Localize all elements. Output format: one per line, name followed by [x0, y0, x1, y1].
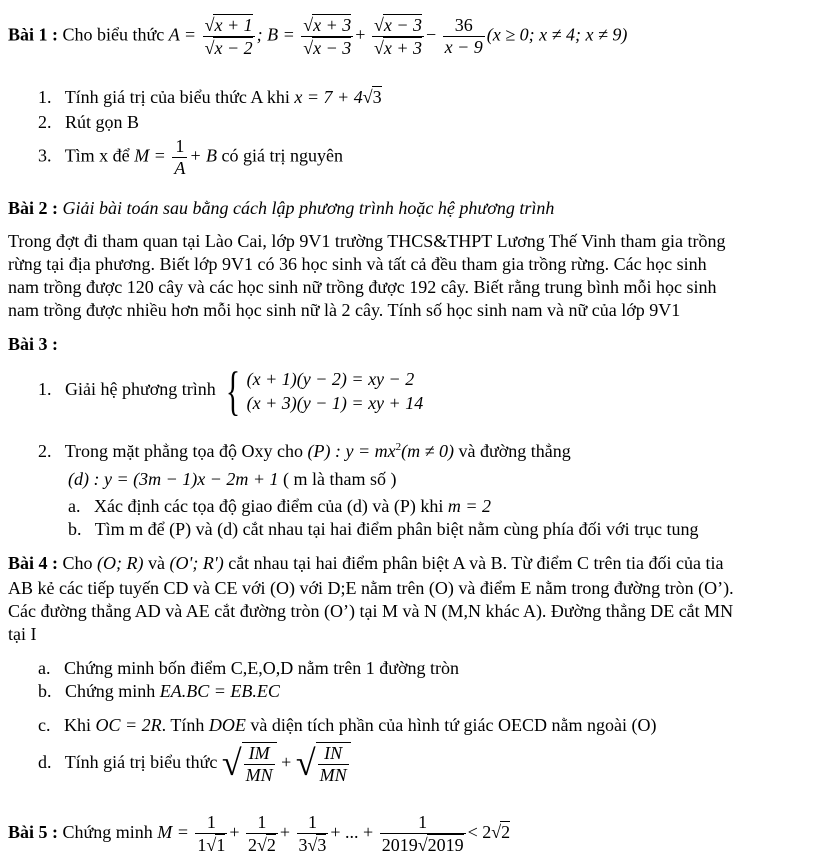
bai1-q1-radicand: 3 [372, 87, 382, 107]
bai3-q2-line2 [68, 469, 397, 491]
bai4-qd-label: d. [38, 751, 52, 772]
circle-O-prime: (O'; R') [169, 553, 224, 573]
bai4-qc-label: c. [38, 715, 51, 735]
bai5-M: M = [157, 821, 189, 842]
A-numerator: x + 1 [214, 15, 253, 35]
A-denominator: x − 2 [214, 37, 253, 58]
bai1-header: Bài 1 : Cho biểu thức A = $\frac{√x + 1}{√x - 2}$ ; B = $\frac{√x + 3}{√x - 3}$ + $\frac{√x - 3}{√x + 3}$ − $\frac{36}{x - 9}$ (x ≥ 0; x ≠ 4; x ≠ 9) [8, 15, 628, 58]
bai4-qc-text: Khi [64, 715, 91, 735]
term-3-rad: 3 [317, 834, 327, 855]
bai3-label: Bài 3 : [8, 334, 59, 354]
B3-denominator: x − 9 [444, 36, 483, 57]
bai1-q2-text: Rút gọn B [65, 112, 140, 132]
bai4-line-2: AB kẻ các tiếp tuyến CD và CE với (O) với D;E nằm trên (O) và điểm E nằm trong đường tròn (O’). [8, 578, 734, 598]
bai4-qb-text: Chứng minh [65, 681, 156, 701]
bai3-q2-end: và đường thẳng [458, 441, 571, 461]
bai3-q1-number: 1. [38, 379, 52, 400]
bai1-condition: (x ≥ 0; x ≠ 4; x ≠ 9) [486, 24, 628, 45]
bai1-q1-math: x = 7 + 4 [294, 87, 363, 107]
IN: IN [318, 743, 349, 765]
B1-denominator: x − 3 [313, 37, 352, 58]
bai4-qc-angle: DOE [208, 715, 246, 735]
bai1-B-fraction-3 [443, 15, 485, 57]
bai4-l1-b: và [148, 553, 166, 573]
bai1-q1-text: Tính giá trị của biểu thức A khi [64, 87, 290, 107]
q3-denominator: A [174, 157, 186, 178]
bai4-qa [38, 658, 459, 680]
bai2-title: Giải bài toán sau bằng cách lập phương trình hoặc hệ phương trình [62, 198, 555, 218]
bai1-B-fraction-1: $\frac{√x + 3}{√x - 3}$ [303, 15, 352, 58]
radicand-2 [316, 742, 351, 785]
bai4-qd-plus: + [281, 751, 292, 772]
term-n-rad: 2019 [427, 834, 464, 855]
radicand-1 [242, 742, 277, 785]
term-n: $\frac{1}{2019√2019}$ [381, 812, 464, 855]
bai1-q3-number: 3. [38, 145, 52, 166]
bai4-qb [38, 681, 280, 703]
bai4-qb-math: EA.BC = EB.EC [159, 681, 280, 701]
bai3-q2-number: 2. [38, 441, 52, 461]
bai1-B-fraction-2: $\frac{√x - 3}{√x + 3}$ [373, 15, 422, 58]
bai4-qc-text3: và diện tích phần của hình tứ giác OECD nằm ngoài (O) [250, 715, 657, 735]
B2-numerator: x − 3 [383, 15, 422, 35]
bai3-q1-text: Giải hệ phương trình [65, 379, 216, 400]
bai1-q2 [38, 112, 139, 134]
parabola-eq: (P) : y = mx [307, 441, 396, 461]
system-brace: { [226, 361, 241, 421]
bai4-qc [38, 715, 656, 737]
term-3-coef: 3 [298, 834, 308, 855]
bai4-line-1 [8, 553, 724, 575]
bai1-A-fraction: $\frac{√x + 1}{√x - 2}$ [204, 15, 253, 58]
equation-1: (x + 1)(y − 2) = xy − 2 [246, 368, 415, 389]
MN-2: MN [319, 764, 347, 785]
IM: IM [244, 743, 275, 765]
bai1-q3-fraction [172, 136, 187, 178]
bai3-qa-label: a. [68, 496, 81, 516]
bai4-qb-label: b. [38, 681, 52, 701]
bai2-line-3: nam trồng được 120 cây và các học sinh nữ trồng được 192 cây. Biết rằng trung bình mỗi học sinh [8, 277, 717, 297]
bai5-text: Chứng minh [62, 821, 153, 842]
bai1-q3 [38, 136, 343, 178]
bai4-qd-text: Tính giá trị biểu thức [64, 751, 218, 772]
bai5-lt: < 2 [467, 821, 492, 842]
bai4-qa-text: Chứng minh bốn điểm C,E,O,D nằm trên 1 đường tròn [64, 658, 459, 678]
term-2-num: 1 [246, 812, 278, 834]
bai1-q1: 1. Tính giá trị của biểu thức A khi x = 7 + 4√3 [38, 87, 382, 107]
bai1-q3-end: có giá trị nguyên [221, 145, 343, 166]
term-2-rad: 2 [266, 834, 276, 855]
bai5-label: Bài 5 : [8, 821, 59, 842]
term-2: $\frac{1}{2√2}$ [247, 812, 276, 855]
bai4-qa-label: a. [38, 658, 51, 678]
term-1: $\frac{1}{1√1}$ [197, 812, 226, 855]
bai4-qc-math: OC = 2R [95, 715, 162, 735]
term-3: $\frac{1}{3√3}$ [298, 812, 327, 855]
bai1-intro: Cho biểu thức [62, 24, 165, 45]
term-n-coef: 2019 [381, 834, 418, 855]
bai1-label: Bài 1 : [8, 24, 59, 45]
bai1-B-lhs: ; B = [256, 24, 295, 45]
bai4-line-3: Các đường thẳng AD và AE cắt đường tròn (O’) tại M và N (M,N khác A). Đường thẳng DE cắt MN [8, 601, 734, 621]
bai1-q3-text: Tìm x để [64, 145, 130, 166]
circle-O: (O; R) [97, 553, 144, 573]
MN-1: MN [245, 764, 273, 785]
bai2-label: Bài 2 : [8, 198, 59, 218]
bai1-q3-plus: + B [189, 145, 217, 166]
bai3-q2-text: Trong mặt phẳng tọa độ Oxy cho [64, 441, 304, 461]
bai3-qb [68, 519, 699, 541]
B3-numerator: 36 [443, 15, 485, 37]
parabola-exponent: 2 [395, 441, 402, 453]
term-1-rad: 1 [216, 834, 226, 855]
term-1-num: 1 [195, 812, 227, 834]
equation-2: (x + 3)(y − 1) = xy + 14 [246, 393, 424, 413]
bai1-q3-M: M = [134, 145, 166, 166]
bai3-qb-label: b. [68, 519, 82, 539]
param-note: ( m là tham số ) [283, 469, 397, 489]
bai2-line-1: Trong đợt đi tham quan tại Lào Cai, lớp 9V1 trường THCS&THPT Lương Thế Vinh tham gia trồng [8, 231, 726, 251]
q3-numerator: 1 [172, 136, 187, 158]
term-1-coef: 1 [197, 834, 207, 855]
bai5-lt-rad: 2 [501, 821, 511, 842]
bai3-qa-math: m = 2 [447, 496, 492, 516]
line-eq: (d) : y = (3m − 1)x − 2m + 1 [68, 469, 279, 489]
bai1-q2-number: 2. [38, 112, 52, 132]
bai3-q2 [38, 441, 571, 463]
B2-denominator: x + 3 [383, 37, 422, 58]
bai2-line-4: nam trồng được nhiều hơn mỗi học sinh nữ là 2 cây. Tính số học sinh nam và nữ của lớp 9V1 [8, 300, 681, 320]
bai4-label: Bài 4 : [8, 553, 59, 573]
bai4-qd [38, 742, 351, 785]
B1-numerator: x + 3 [313, 15, 352, 35]
equation-system [247, 367, 424, 416]
bai4-l1-c: cắt nhau tại hai điểm phân biệt A và B. Từ điểm C trên tia đối của tia [228, 553, 724, 573]
bai2-header [8, 198, 554, 220]
term-3-num: 1 [297, 812, 329, 834]
bai1-q1-number: 1. [38, 87, 52, 107]
bai5-dots: + ... + [330, 821, 374, 842]
bai1-A-lhs: A = [168, 24, 197, 45]
term-2-coef: 2 [247, 834, 257, 855]
bai2-line-2: rừng tại địa phương. Biết lớp 9V1 có 36 học sinh và tất cả đều tham gia trồng rừng. Các học sinh [8, 254, 707, 274]
bai4-qc-text2: . Tính [161, 715, 205, 735]
bai3-qb-text: Tìm m để (P) và (d) cắt nhau tại hai điểm phân biệt nằm cùng phía đối với trục tung [94, 519, 699, 539]
radical-1: √ [221, 743, 242, 784]
bai4-l1-a: Cho [62, 553, 93, 573]
parabola-condition: (m ≠ 0) [401, 441, 454, 461]
bai3-qa [68, 496, 491, 518]
bai3-qa-text: Xác định các tọa độ giao điểm của (d) và (P) khi [94, 496, 444, 516]
term-n-num: 1 [380, 812, 466, 834]
bai3-q1 [38, 361, 424, 421]
bai5-line: Bài 5 : Chứng minh M = $\frac{1}{1√1}$ + $\frac{1}{2√2}$ + $\frac{1}{3√3}$ + ... + $\frac{1}{2019√2019}$ < 2√2 [8, 812, 511, 855]
radical-2: √ [295, 743, 316, 784]
bai4-line-4: tại I [8, 624, 37, 644]
